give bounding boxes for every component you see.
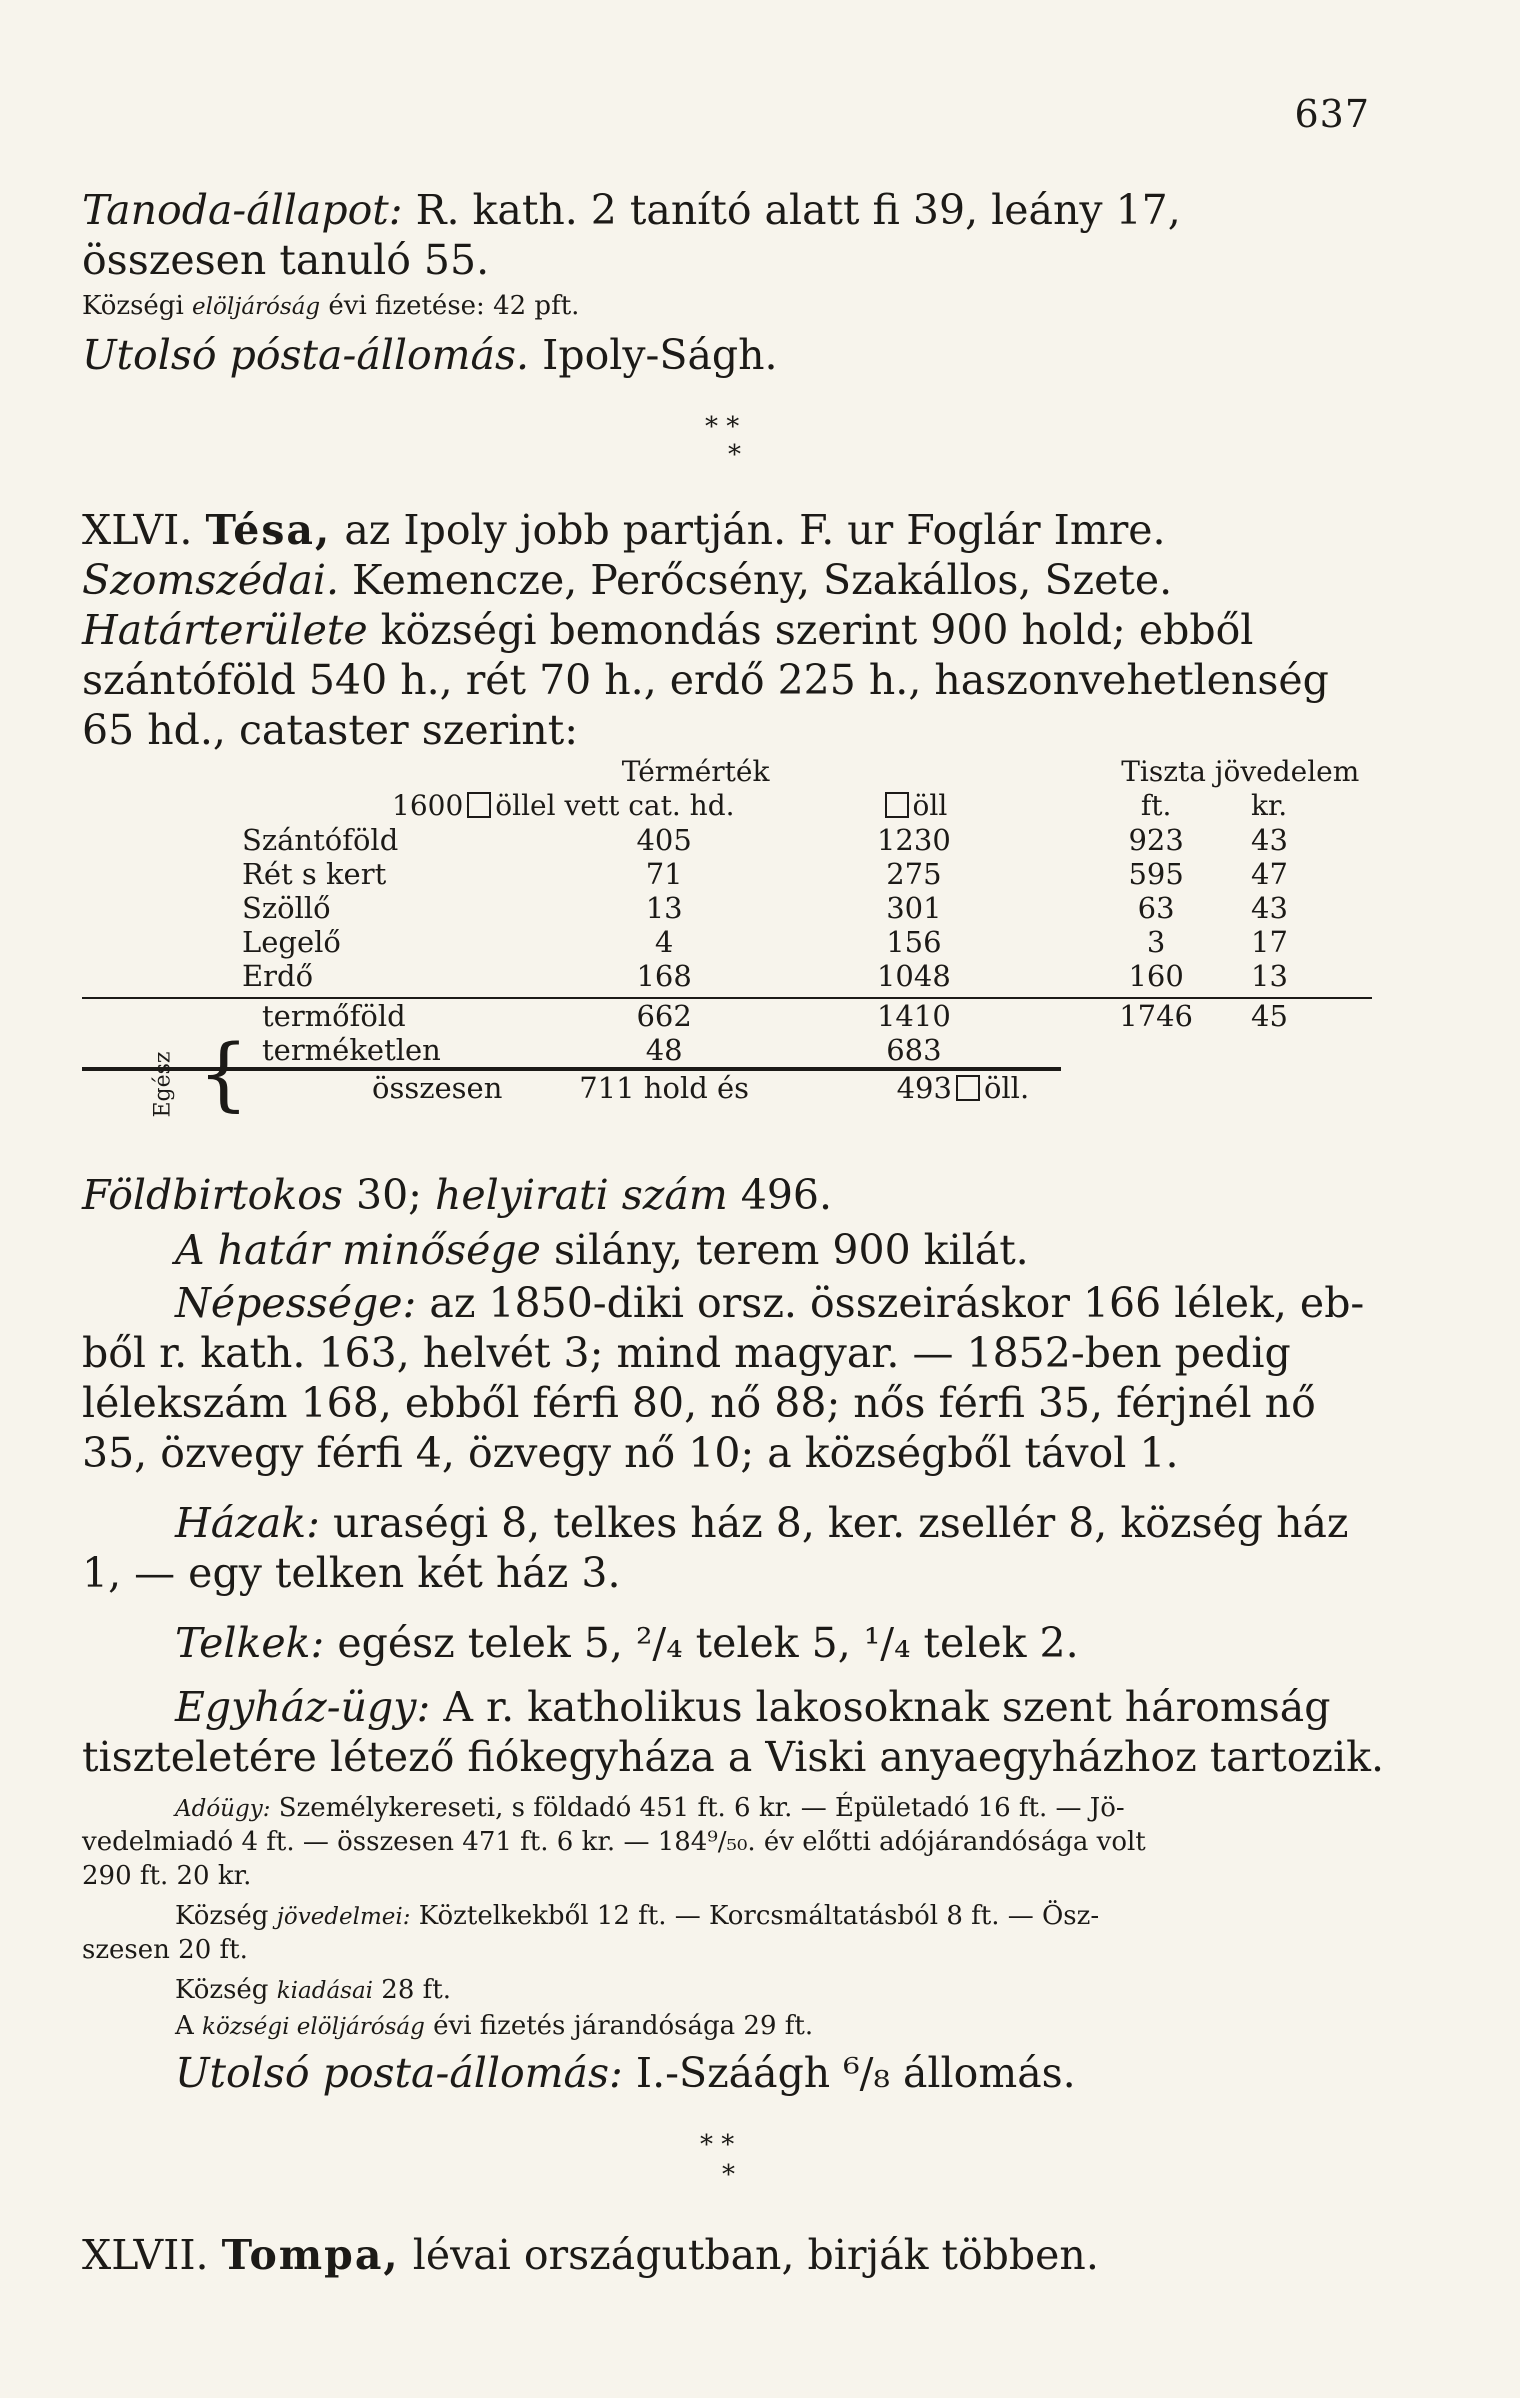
hatar-text-1: községi bemondás szerint 900 hold; ebből (380, 606, 1254, 654)
adougy-line-1 (175, 1792, 1465, 1825)
section-star: * (728, 440, 741, 470)
h-kr: kr. (1251, 789, 1288, 822)
page-number: 637 (1294, 92, 1370, 136)
h-1600: 1600 (392, 789, 464, 822)
kiadasai-text: 28 ft. (381, 1975, 451, 2005)
h-ollel-cell (82, 789, 767, 823)
fizetes1-pre: Községi (82, 291, 184, 321)
sum-name: terméketlen (82, 1033, 562, 1069)
fizetes1-post: évi fizetése: 42 pft. (328, 291, 580, 321)
total-row (82, 1069, 1372, 1105)
posta1-text: Ipoly-Ságh. (542, 331, 778, 379)
tesa-name: Tésa, (205, 506, 332, 554)
row-name: Rét s kert (242, 857, 387, 891)
nepesseg-line-2: ből r. kath. 163, helvét 3; mind magyar. — 1852-ben pedig (82, 1329, 1291, 1377)
hazak-label: Házak: (175, 1499, 320, 1547)
cadastre-table (82, 755, 1372, 1105)
sum-row (82, 998, 1372, 1033)
sum-kr (1251, 1033, 1372, 1069)
hatar-minoseg-label: A határ minősége (175, 1226, 541, 1274)
fizetes2-label: községi elöljáróság (202, 2014, 425, 2040)
row-ft: 160 (1128, 959, 1184, 993)
total-tail: öll. (983, 1071, 1030, 1105)
table-row (82, 857, 1372, 891)
square-ol-icon (956, 1075, 980, 1101)
posta2-label: Utolsó posta-állomás: (175, 2049, 623, 2097)
adougy-label: Adóügy: (175, 1796, 271, 1822)
table-row (82, 959, 1372, 993)
tanoda-line (82, 185, 1372, 235)
sum-hd: 662 (636, 999, 692, 1033)
table-header-row (82, 755, 1372, 789)
row-ft: 63 (1137, 891, 1175, 925)
row-ft: 3 (1146, 925, 1166, 959)
tesa-rest: az Ipoly jobb partján. F. ur Foglár Imre. (344, 506, 1166, 554)
row-oll: 156 (886, 925, 942, 959)
side-label: Egész (150, 1051, 176, 1118)
sum-oll: 683 (767, 1033, 1062, 1069)
h-termertek: Térmérték (621, 755, 770, 788)
tompa-num: XLVII. (82, 2231, 209, 2279)
total-oll-cell (767, 1069, 1062, 1105)
szomszedai-line (82, 555, 1372, 605)
posta1-line (82, 330, 1372, 380)
square-ol-icon (467, 792, 491, 818)
hatar-minoseg-line (175, 1225, 1465, 1275)
total-name: összesen (372, 1071, 503, 1105)
hazak-text-1: uraségi 8, telkes ház 8, ker. zsellér 8, község ház (332, 1499, 1349, 1547)
h-oll-cell (767, 789, 1062, 823)
kiadasai-label: kiadásai (276, 1978, 374, 2004)
total-oll: 493 (896, 1071, 952, 1105)
row-name: Legelő (242, 925, 341, 959)
sum-row (82, 1033, 1372, 1069)
nepesseg-line-4: 35, özvegy férfi 4, özvegy nő 10; a községből távol 1. (82, 1429, 1179, 1477)
hely-num: 496. (740, 1171, 833, 1219)
fizetes2-line (175, 2010, 1465, 2043)
szomszedai-text: Kemencze, Perőcsény, Szakállos, Szete. (352, 556, 1173, 604)
row-hd: 4 (654, 925, 674, 959)
table-row (82, 823, 1372, 857)
hatar-label: Határterülete (82, 606, 368, 654)
row-hd: 405 (636, 823, 692, 857)
fizetes1-it: elöljáróság (192, 294, 321, 320)
row-oll: 1048 (876, 959, 951, 993)
row-oll: 1230 (876, 823, 951, 857)
hatar-line-3: 65 hd., cataster szerint: (82, 706, 579, 754)
tesa-heading (82, 505, 1372, 555)
row-oll: 301 (886, 891, 942, 925)
row-kr: 43 (1251, 891, 1288, 925)
h-tiszta: Tiszta jövedelem (1121, 755, 1360, 788)
h-ft: ft. (1140, 789, 1172, 822)
jovedelmei-line-1 (175, 1900, 1465, 1933)
row-name: Erdő (242, 959, 314, 993)
egyhaz-line-1 (175, 1682, 1465, 1732)
row-name: Szöllő (242, 891, 331, 925)
nepesseg-text-1: az 1850-diki orsz. összeiráskor 166 lélek, eb- (429, 1279, 1365, 1327)
telkek-text: egész telek 5, ²/₄ telek 5, ¹/₄ telek 2. (337, 1619, 1079, 1667)
posta2-line (175, 2048, 1465, 2098)
tanoda-text: R. kath. 2 tanító alatt fi 39, leány 17, (415, 186, 1181, 234)
telkek-label: Telkek: (175, 1619, 325, 1667)
tompa-rest: lévai országutban, birják többen. (412, 2231, 1099, 2279)
row-kr: 17 (1251, 925, 1288, 959)
table-subheader-row (82, 789, 1372, 823)
adougy-line-3: 290 ft. 20 kr. (82, 1861, 252, 1891)
hatar-line-2: szántóföld 540 h., rét 70 h., erdő 225 h., haszonvehetlenség (82, 656, 1329, 704)
table-row (82, 891, 1372, 925)
h-ollel: öllel vett cat. hd. (495, 789, 735, 822)
nepesseg-line-3: lélekszám 168, ebből férfi 80, nő 88; nős férfi 35, férjnél nő (82, 1379, 1316, 1427)
foldbirtokos-num: 30; (355, 1171, 422, 1219)
h-oll: öll (912, 789, 948, 822)
egyhaz-line-2: tiszteletére létező fiókegyháza a Viski anyaegyházhoz tartozik. (82, 1733, 1384, 1781)
fizetes1-line (82, 290, 1372, 323)
row-hd: 168 (636, 959, 692, 993)
sum-name: termőföld (262, 999, 406, 1033)
foldbirtokos-line (82, 1170, 1372, 1220)
hely-label: helyirati szám (435, 1171, 728, 1219)
posta1-label: Utolsó pósta-állomás. (82, 331, 530, 379)
kiadasai-line (175, 1974, 1465, 2007)
hatar-line-1 (82, 605, 1372, 655)
egyhaz-label: Egyház-ügy: (175, 1683, 431, 1731)
tanoda-cont: összesen tanuló 55. (82, 236, 490, 284)
row-ft: 595 (1128, 857, 1184, 891)
hazak-line-1 (175, 1498, 1465, 1548)
jovedelmei-label: jövedelmei: (276, 1904, 411, 1930)
fizetes2-pre: A (175, 2011, 194, 2041)
egyhaz-text-1: A r. katholikus lakosoknak szent háromság (443, 1683, 1331, 1731)
jovedelmei-line-2: szesen 20 ft. (82, 1935, 248, 1965)
hazak-line-2: 1, — egy telken két ház 3. (82, 1549, 621, 1597)
row-hd: 13 (645, 891, 683, 925)
nepesseg-label: Népessége: (175, 1279, 417, 1327)
szomszedai-label: Szomszédai. (82, 556, 339, 604)
tompa-name: Tompa, (221, 2231, 400, 2279)
row-kr: 13 (1251, 959, 1288, 993)
total-hd: 711 hold és (579, 1071, 750, 1105)
tanoda-label: Tanoda-állapot: (82, 186, 403, 234)
row-name: Szántóföld (242, 823, 399, 857)
section-stars: * * (705, 412, 740, 442)
adougy-text-1: Személykereseti, s földadó 451 ft. 6 kr. — Épületadó 16 ft. — Jö- (278, 1793, 1125, 1823)
adougy-line-2: vedelmiadó 4 ft. — összesen 471 ft. 6 kr. — 184⁹/₅₀. év előtti adójárandósága volt (82, 1827, 1146, 1857)
foldbirtokos-label: Földbirtokos (82, 1171, 343, 1219)
sum-oll: 1410 (876, 999, 951, 1033)
telkek-line (175, 1618, 1465, 1668)
row-hd: 71 (645, 857, 683, 891)
tompa-heading (82, 2230, 1372, 2280)
sum-hd: 48 (562, 1033, 767, 1069)
posta2-text: I.-Száágh ⁶/₈ állomás. (635, 2049, 1076, 2097)
table-row (82, 925, 1372, 959)
row-kr: 47 (1251, 857, 1288, 891)
sum-ft (1061, 1033, 1251, 1069)
fizetes2-text: évi fizetés járandósága 29 ft. (433, 2011, 814, 2041)
brace-icon: { (198, 1027, 249, 1120)
section-stars-2: * * (700, 2130, 735, 2160)
row-ft: 923 (1128, 823, 1184, 857)
jovedelmei-pre: Község (175, 1901, 269, 1931)
row-kr: 43 (1251, 823, 1288, 857)
nepesseg-line-1 (175, 1278, 1465, 1328)
row-oll: 275 (886, 857, 942, 891)
square-ol-icon (885, 792, 909, 818)
kiadasai-pre: Község (175, 1975, 269, 2005)
tesa-num: XLVI. (82, 506, 193, 554)
sum-kr: 45 (1251, 999, 1288, 1033)
sum-ft: 1746 (1119, 999, 1194, 1033)
jovedelmei-text-1: Köztelkekből 12 ft. — Korcsmáltatásból 8 ft. — Ösz- (418, 1901, 1100, 1931)
hatar-minoseg-text: silány, terem 900 kilát. (553, 1226, 1029, 1274)
section-star-2: * (722, 2160, 735, 2190)
